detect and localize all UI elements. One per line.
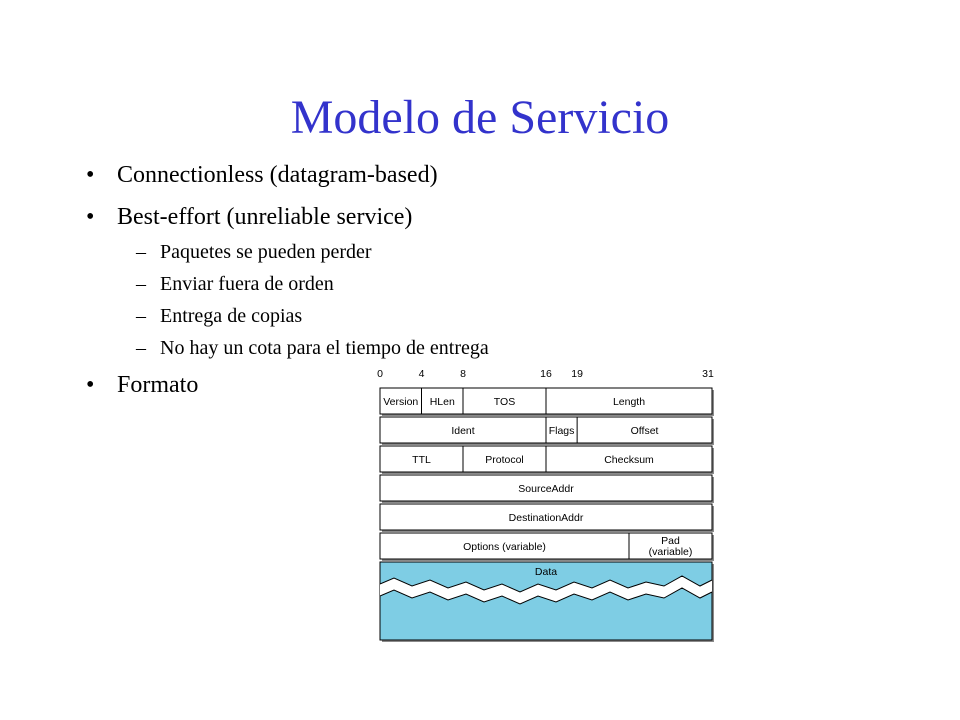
bit-label: 31 — [702, 368, 714, 380]
field-label: Length — [612, 396, 646, 408]
field-label: Version — [383, 396, 419, 408]
field-label: DestinationAddr — [508, 512, 584, 524]
sub-bullet-text: Enviar fuera de orden — [160, 273, 334, 295]
bullet-mark: • — [86, 204, 95, 230]
field-label: Ident — [451, 425, 475, 437]
bullet-text: Formato — [117, 372, 199, 398]
bullet-connectionless — [86, 162, 438, 188]
slide-title: Modelo de Servicio — [290, 91, 670, 144]
bit-label: 4 — [418, 368, 425, 380]
field-label: TOS — [493, 396, 516, 408]
bullet-mark: • — [86, 372, 95, 398]
field-label: Checksum — [604, 454, 654, 466]
ip-header-diagram — [340, 364, 730, 644]
bullet-mark: • — [86, 162, 95, 188]
sub-bullet-mark: – — [136, 337, 146, 359]
bullet-text: Best-effort (unreliable service) — [117, 204, 413, 230]
sub-bullet-text: Paquetes se pueden perder — [160, 241, 372, 263]
sub-bullet-text: No hay un cota para el tiempo de entrega — [160, 337, 489, 359]
field-label: Pad — [661, 535, 680, 547]
sub-bullet-mark: – — [136, 305, 146, 327]
sub-bullet-copias — [136, 305, 303, 327]
sub-bullet-orden — [136, 273, 334, 295]
field-label: SourceAddr — [518, 483, 574, 495]
field-label: Protocol — [485, 454, 524, 466]
sub-bullet-perder — [136, 241, 372, 263]
data-label: Data — [534, 566, 558, 578]
field-label: Options (variable) — [463, 541, 546, 553]
field-label: (variable) — [648, 546, 693, 558]
sub-bullet-mark: – — [136, 241, 146, 263]
bullet-formato — [86, 372, 199, 398]
field-label: HLen — [429, 396, 455, 408]
sub-bullet-mark: – — [136, 273, 146, 295]
bit-label: 0 — [377, 368, 383, 380]
sub-bullet-cota — [136, 337, 489, 359]
bit-label: 19 — [571, 368, 583, 380]
bit-label: 16 — [540, 368, 552, 380]
bullet-text: Connectionless (datagram-based) — [117, 162, 438, 188]
field-label: Offset — [630, 425, 659, 437]
field-label: Flags — [548, 425, 575, 437]
bullet-best-effort — [86, 204, 413, 230]
field-label: TTL — [412, 454, 431, 466]
sub-bullet-text: Entrega de copias — [160, 305, 303, 327]
bit-label: 8 — [460, 368, 466, 380]
